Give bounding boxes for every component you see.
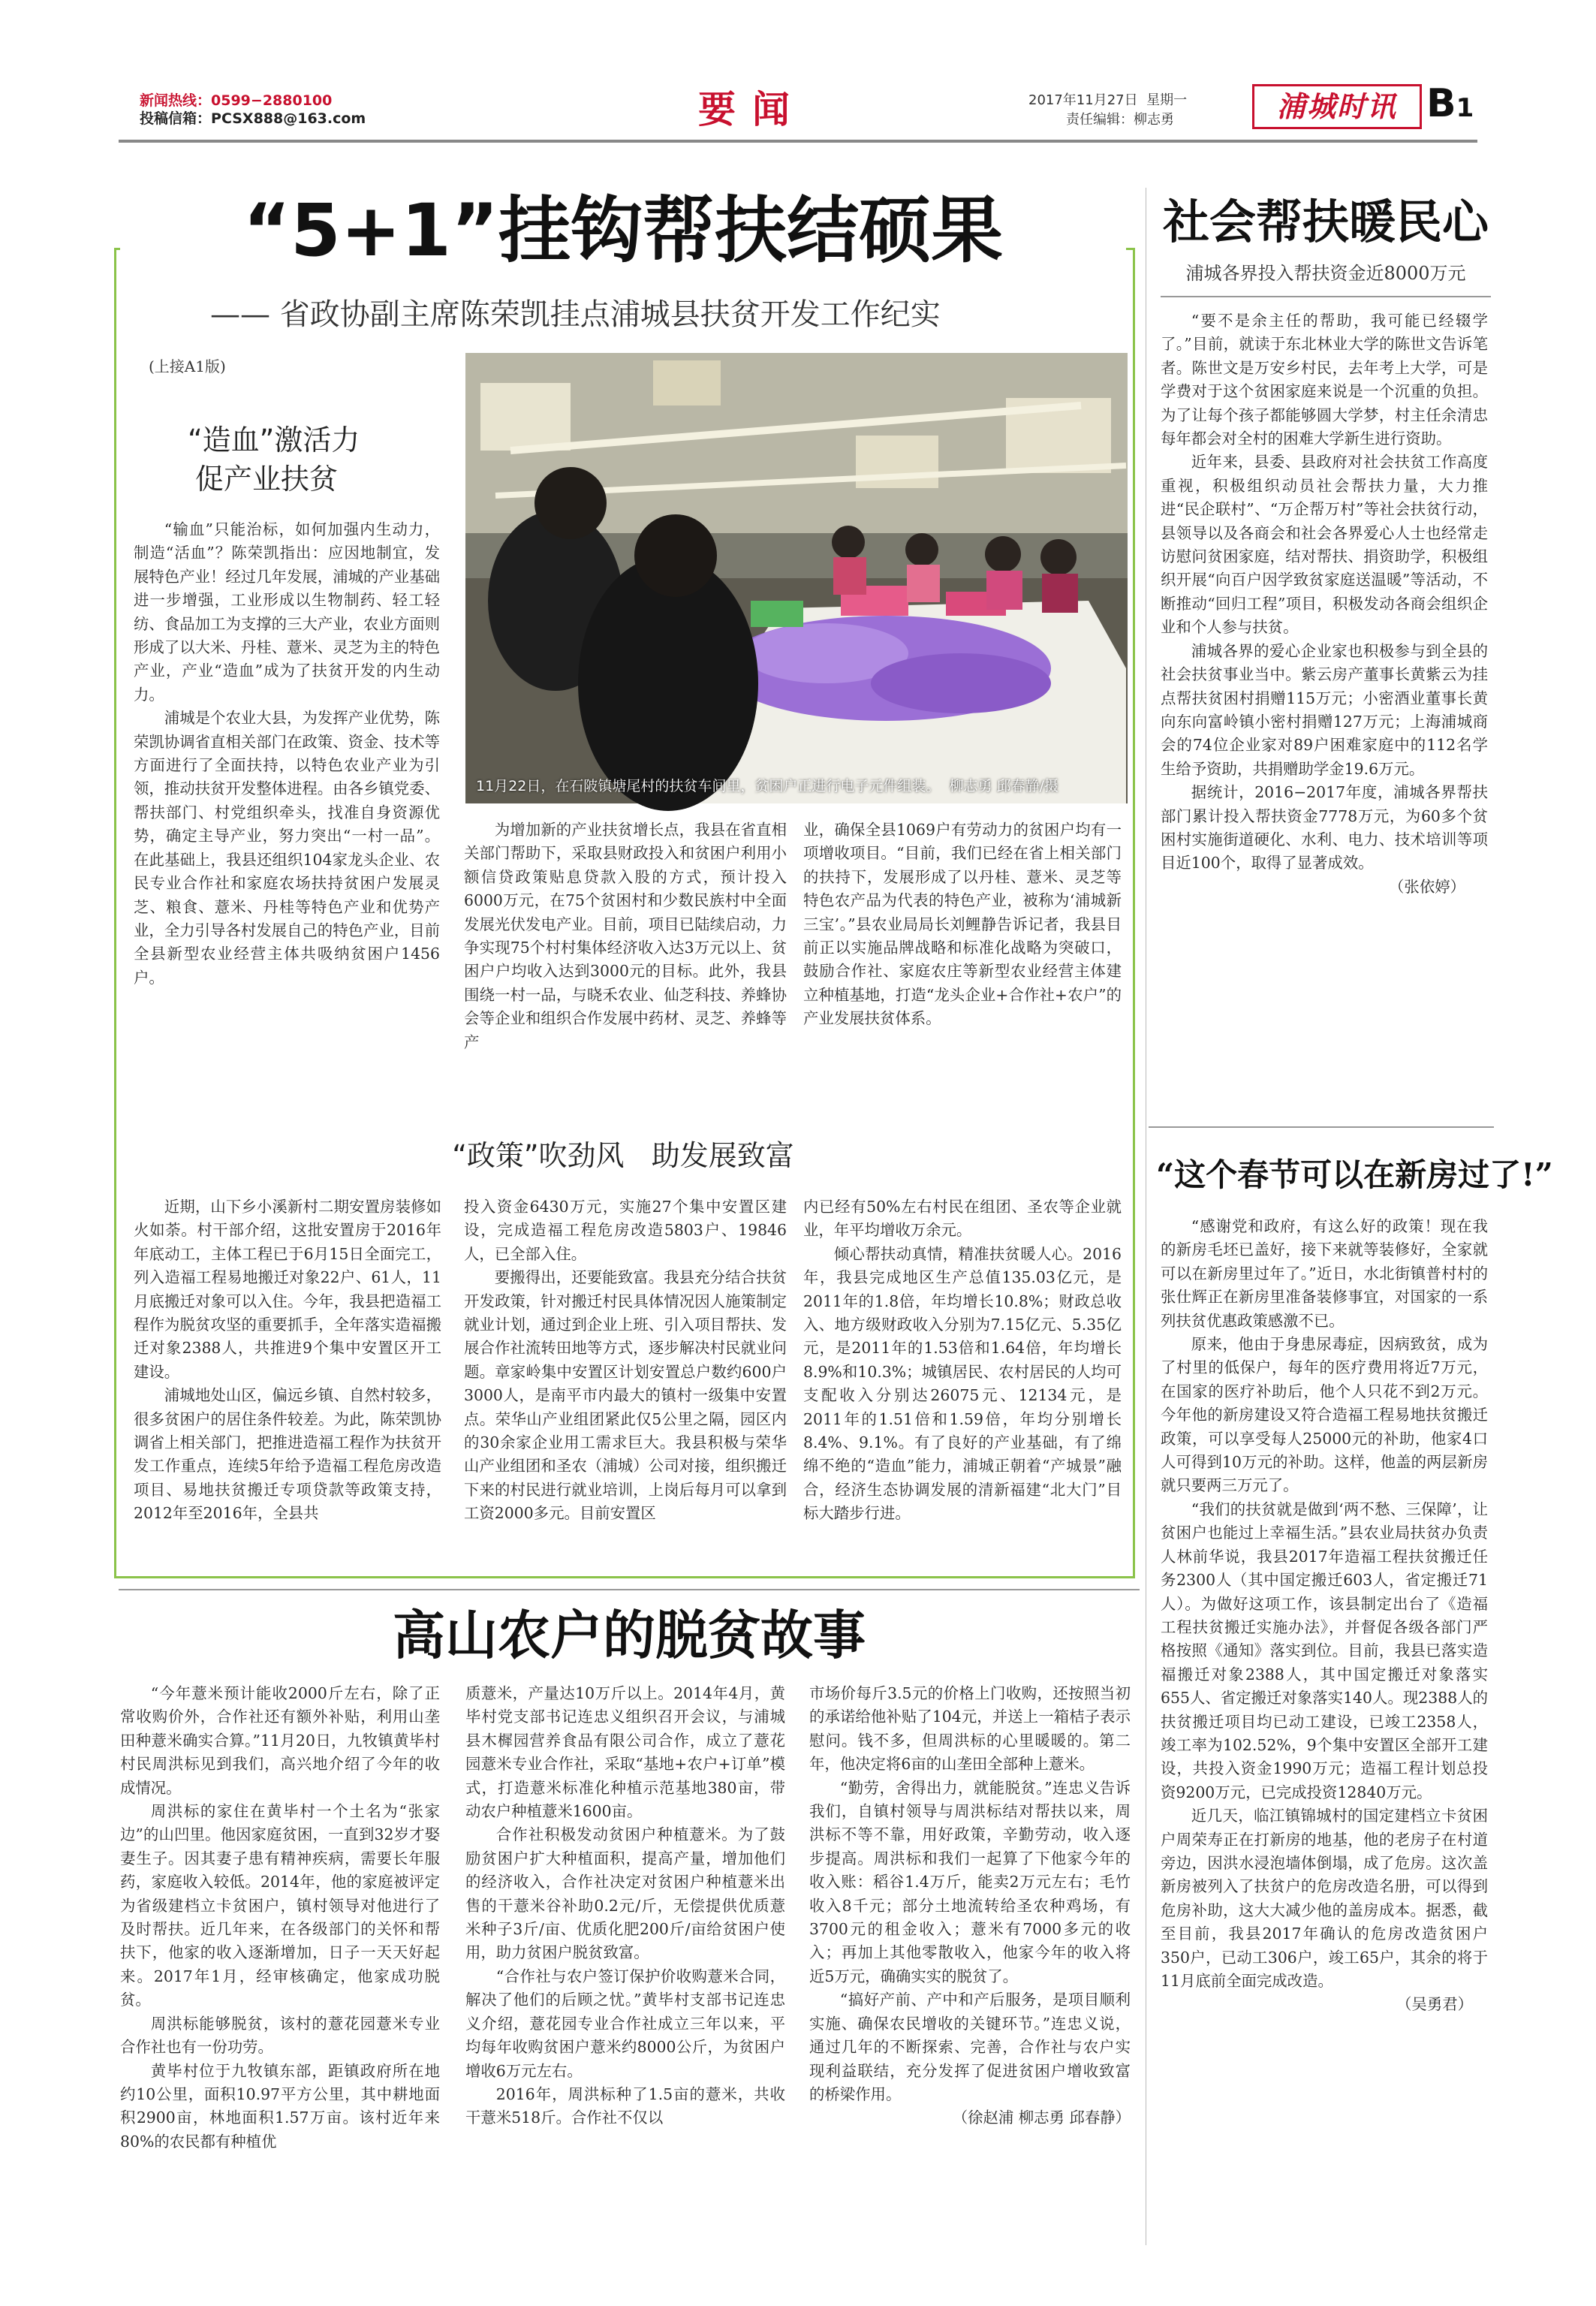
hotline: 新闻热线：0599−2880100 — [140, 92, 333, 109]
bottom-article-rule — [119, 1589, 1140, 1590]
policy-col2: 投入资金6430万元，实施27个集中安置区建设，完成造福工程危房改造5803户、19846人，已全部入住。 要搬得出，还要能致富。我县充分结合扶贫开发政策，针对搬迁村民具体情况因人施策制定就业计划，通过到企业上班、引入项目帮扶、发展合作社流转田地等方式，逐步解决村民就业问题。章家岭集中安置区计划安置总户数约600户3000人，是南平市内最大的镇村一级集中安置点。荣华山产业组团紧此仅5公里之隔，园区内的30余家企业用工需求巨大。我县积极与荣华山产业组团和圣农（浦城）公司对接，组织搬迁下来的村民进行就业培训，上岗后每月可以拿到工资2000多元。目前安置区 — [464, 1198, 787, 1523]
continued-from: (上接A1版) — [149, 357, 226, 375]
bottom-col1: “今年薏米预计能收2000斤左右，除了正常收购价外，合作社还有额外补贴，利用山垄田种薏米确实合算。”11月20日，九牧镇黄毕村村民周洪标见到我们，高兴地介绍了今年的收成情况。 周洪标的家住在黄毕村一个土名为“张家边”的山凹里。他因家庭贫困，一直到32岁才娶妻生子。因其妻子患有精神疾病，需要长年服药，家庭收入较低。2014年，他的家庭被评定为省级建档立卡贫困户，镇村领导对他进行了及时帮扶。近几年来，在各级部门的关怀和帮扶下，他家的收入逐渐增加，日子一天天好起来。2017年1月，经审核确定，他家成功脱贫。 周洪标能够脱贫，该村的薏花园薏米专业合作社也有一份功劳。 黄毕村位于九牧镇东部，距镇政府所在地约10公里，面积10.97平方公里，其中耕地面积2900亩，林地面积1.57万亩。该村近年来80%的农民都有种植优 — [120, 1684, 440, 2151]
lead-subtitle: —— 省政协副主席陈荣凯挂点浦城县扶贫开发工作纪实 — [210, 297, 941, 332]
factory-photo-illustration — [465, 353, 1128, 803]
section1-heading: “造血”激活力 促产业扶贫 — [188, 424, 360, 496]
issue-date: 2017年11月27日 星期一 — [1028, 92, 1188, 108]
side1-subtitle: 浦城各界投入帮扶资金近8000万元 — [1185, 263, 1466, 284]
side2-body: “感谢党和政府，有这么好的政策！现在我的新房毛坯已盖好，接下来就等装修好，全家就可以在新房里过年了。”近日，水北街镇普村村的张仕辉正在新房里准备装修事宜，对国家的一系列扶贫优惠政策感激不已。 原来，他由于身患尿毒症，因病致贫，成为了村里的低保户，每年的医疗费用将近7万元，在国家的医疗补助后，他个人只花不到2万元。今年他的新房建设又符合造福工程易地扶贫搬迁政策，可以享受每人25000元的补助，他家4口人可得到10万元的补助。这样，他盖的两层新房就只要两三万元了。 “我们的扶贫就是做到‘两不愁、三保障’，让贫困户也能过上幸福生活。”县农业局扶贫办负责人林前华说，我县2017年造福工程扶贫搬迁任务2300人（其中国定搬迁603人，省定搬迁71人）。为做好这项工作，该县制定出台了《造福工程扶贫搬迁实施办法》，并督促各级各部门严格按照《通知》落实到位。目前，我县已落实造福搬迁对象2388人，其中国定搬迁对象落实655人、省定搬迁对象落实140人。现2388人的扶贫搬迁项目均已动工建设，已竣工2358人，竣工率为102.52%，9个集中安置区全部开工建设，共投入资金1990万元；造福工程计划总投资9200万元，已完成投资12840万元。 近几天，临江镇锦城村的国定建档立卡贫困户周荣寿正在打新房的地基，他的老房子在村道旁边，因洪水浸泡墙体倒塌，成了危房。这次盖新房被列入了扶贫户的危房改造名册，可以得到危房补助，这大大减少他的盖房成本。据悉，截至目前，我县2017年确认的危房改造贫困户350户，已动工306户，竣工65户，其余的将于11月底前全面完成改造。 （吴勇君） — [1161, 1217, 1488, 2014]
factory-photo — [465, 353, 1128, 803]
policy-col1: 近期，山下乡小溪新村二期安置房装修如火如荼。村干部介绍，这批安置房于2016年年底动工，主体工程已于6月15日全面完工，列入造福工程易地搬迁对象22户、61人，11月底搬迁对象可以入住。今年，我县把造福工程作为脱贫攻坚的重要抓手，全年落实造福搬迁对象2388人，共推进9个集中安置区开工建设。 浦城地处山区，偏远乡镇、自然村较多，很多贫困户的居住条件较差。为此，陈荣凯协调省上相关部门，把推进造福工程作为扶贫开发工作重点，连续5年给予造福工程危房改造项目、易地扶贫搬迁专项贷款等政策支持，2012年至2016年，全县共 — [134, 1198, 441, 1523]
lead-col1: “输血”只能治标，如何加强内生动力，制造“活血”？陈荣凯指出：应因地制宜，发展特色产业！经过几年发展，浦城的产业基础进一步增强，工业形成以生物制药、轻工轻纺、食品加工为支撑的三大产业，农业方面则形成了以大米、丹桂、薏米、灵芝为主的特色产业，产业“造血”成为了扶贫开发的内生动力。 浦城是个农业大县，为发挥产业优势，陈荣凯协调省直相关部门在政策、资金、技术等方面进行了全面扶持，以特色农业产业为引领，推动扶贫开发整体进程。由各乡镇党委、帮扶部门、村党组织牵头，找准自身资源优势，确定主导产业，努力突出“一村一品”。在此基础上，我县还组织104家龙头企业、农民专业合作社和家庭农场扶持贫困户发展灵芝、粮食、薏米、丹桂等特色产业和优势产业，全力引导各村发展自己的特色产业，目前全县新型农业经营主体共吸纳贫困户1456户。 — [134, 520, 440, 987]
side1-subtitle-rule — [1161, 296, 1491, 297]
side1-body: “要不是余主任的帮助，我可能已经辍学了。”目前，就读于东北林业大学的陈世文告诉笔者。陈世文是万安乡村民，去年考上大学，可是学费对于这个贫困家庭来说是一个沉重的负担。为了让每个孩子都能够圆大学梦，村主任余清忠每年都会对全村的困难大学新生进行资助。 近年来，县委、县政府对社会扶贫工作高度重视，积极组织动员社会帮扶力量，大力推进“民企联村”、“万企帮万村”等社会扶贫行动，县领导以及各商会和社会各界爱心人士也经常走访慰问贫困家庭，结对帮扶、捐资助学，积极组织开展“向百户因学致贫家庭送温暖”等活动，不断推动“回归工程”项目，积极发动各商会组织企业和个人参与扶贫。 浦城各界的爱心企业家也积极参与到全县的社会扶贫事业当中。紫云房产董事长黄紫云为挂点帮扶贫困村捐赠115万元；小密酒业董事长黄向东向富岭镇小密村捐赠127万元；上海浦城商会的74位企业家对89户困难家庭中的112名学生给予资助，共捐赠助学金19.6万元。 据统计，2016−2017年度，浦城各界帮扶部门累计投入帮扶资金7778万元，为60多个贫困村实施街道硬化、水利、电力、技术培训等项目近100个，取得了显著成效。 （张依婷） — [1161, 312, 1488, 896]
photo-caption: 11月22日，在石陂镇塘尾村的扶贫车间里，贫困户正进行电子元件组装。 柳志勇 邱春静/摄 — [476, 778, 1058, 794]
masthead-rule — [119, 140, 1477, 143]
side2-headline: “这个春节可以在新房过了!” — [1156, 1156, 1553, 1193]
masthead — [0, 0, 1596, 150]
side-divider — [1149, 1126, 1494, 1128]
lead-col3: 业，确保全县1069户有劳动力的贫困户均有一项增收项目。“目前，我们已经在省上相关部门的扶持下，发展形成了以丹桂、薏米、灵芝等特色农产品为代表的特色产业，被称为‘浦城新三宝’。”县农业局局长刘鲤静告诉记者，我县目前正以实施品牌战略和标准化战略为突破口，鼓励合作社、家庭农庄等新型农业经营主体建立种植基地，打造“龙头企业+合作社+农户”的产业发展扶贫体系。 — [803, 821, 1122, 1028]
section2-heading: “政策”吹劲风 助发展致富 — [452, 1139, 794, 1172]
section-name: 要闻 — [698, 88, 806, 131]
submission-email: 投稿信箱：PCSX888@163.com — [140, 110, 366, 127]
page-number: B1 — [1426, 81, 1474, 126]
bottom-headline: 高山农户的脱贫故事 — [393, 1604, 866, 1666]
bottom-col3: 市场价每斤3.5元的价格上门收购，还按照当初的承诺给他补贴了104元，并送上一箱桔子表示慰问。钱不多，但周洪标的心里暖暖的。第二年，他决定将6亩的山垄田全部种上薏米。 “勤劳，舍得出力，就能脱贫。”连忠义告诉我们，自镇村领导与周洪标结对帮扶以来，周洪标不等不靠，用好政策，辛勤劳动，收入逐步提高。周洪标和我们一起算了下他家今年的收入账：稻谷1.4万斤，能卖2万元左右；毛竹收入8千元；部分土地流转给圣农种鸡场，有3700元的租金收入；薏米有7000多元的收入；再加上其他零散收入，他家今年的收入将近5万元，确确实实的脱贫了。 “搞好产前、产中和产后服务，是项目顺利实施、确保农民增收的关键环节。”连忠义说，通过几年的不断探索、完善，合作社与农户实现利益联结，充分发挥了促进贫困户增收致富的桥梁作用。 （徐赵浦 柳志勇 邱春静） — [809, 1684, 1131, 2127]
lead-col2: 为增加新的产业扶贫增长点，我县在省直相关部门帮助下，采取县财政投入和贫困户利用小额信贷政策贴息贷款入股的方式，预计投入6000万元，在75个贫困村和少数民族村中全面发展光伏发电产业。目前，项目已陆续启动，力争实现75个村村集体经济收入达3万元以上、贫困户户均收入达到3000元的目标。此外，我县围绕一村一品，与晓禾农业、仙芝科技、养蜂协会等企业和组织合作发展中药材、灵芝、养蜂等产 — [464, 821, 787, 1051]
side1-headline: 社会帮扶暖民心 — [1162, 194, 1489, 249]
page-editor: 责任编辑：柳志勇 — [1066, 112, 1174, 128]
lead-headline: “5+1”挂钩帮扶结硕果 — [120, 189, 1126, 272]
bottom-col2: 质薏米，产量达10万斤以上。2014年4月，黄毕村党支部书记连忠义组织召开会议，与浦城县木樨园营养食品有限公司合作，成立了薏花园薏米专业合作社，采取“基地+农户+订单”模式，打造薏米标准化种植示范基地380亩，带动农户种植薏米1600亩。 合作社积极发动贫困户种植薏米。为了鼓励贫困户扩大种植面积，提高产量，增加他们的经济收入，合作社决定对贫困户种植薏米出售的干薏米谷补助0.2元/斤，无偿提供优质薏米种子3斤/亩、优质化肥200斤/亩给贫困户使用，助力贫困户脱贫致富。 “合作社与农户签订保护价收购薏米合同，解决了他们的后顾之忧。”黄毕村支部书记连忠义介绍，薏花园专业合作社成立三年以来，平均每年收购贫困户薏米约8000公斤，为贫困户增收6万元左右。 2016年，周洪标种了1.5亩的薏米，共收干薏米518斤。合作社不仅以 — [465, 1684, 785, 2127]
policy-col3: 内已经有50%左右村民在组团、圣农等企业就业，年平均增收万余元。 倾心帮扶动真情，精准扶贫暖人心。2016年，我县完成地区生产总值135.03亿元，是2011年的1.8倍，年均增长10.8%；财政总收入、地方级财政收入分别为7.15亿元、5.35亿元，是2011年的1.53倍和1.64倍，年均增长8.9%和10.3%；城镇居民、农村居民的人均可支配收入分别达26075元、12134元，是2011年的1.51倍和1.59倍，年均分别增长8.4%、9.1%。有了良好的产业基础，有了绵绵不绝的“造血”能力，浦城正朝着“产城景”融合，经济生态协调发展的清新福建“北大门”目标大踏步行进。 — [803, 1198, 1122, 1523]
paper-logo: 浦城时讯 — [1252, 84, 1422, 129]
